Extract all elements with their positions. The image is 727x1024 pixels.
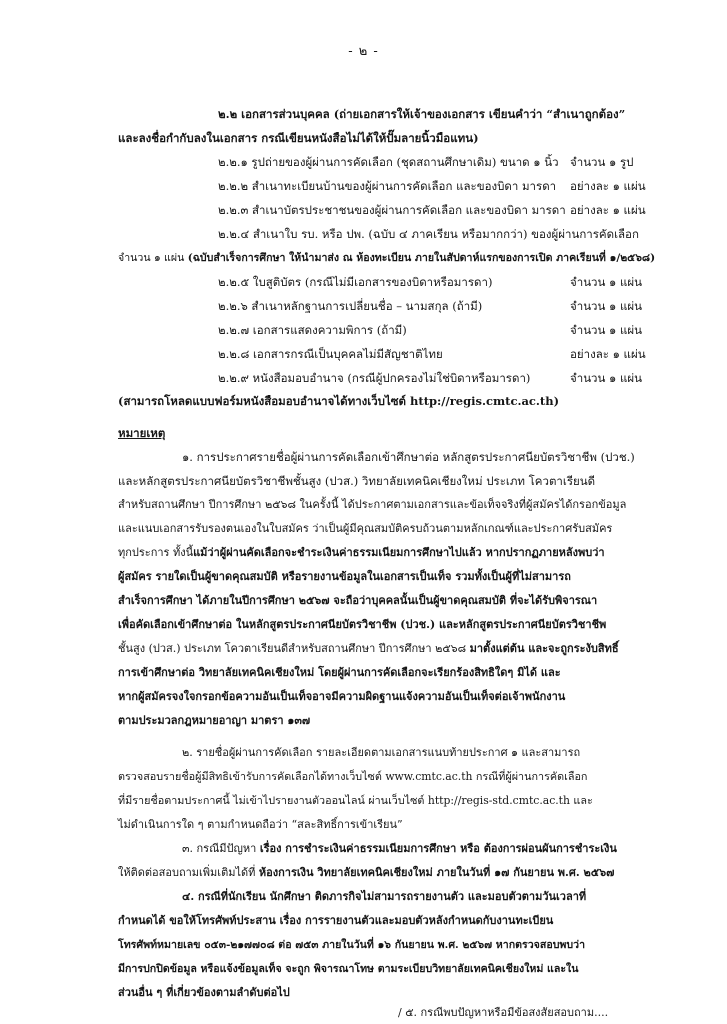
remark1-line5-bold: แม้ว่าผู้ผ่านคัดเลือกจะชำระเงินค่าธรรมเนียมการศึกษาไปแล้ว หากปรากฏภายหลังพบว่า (193, 546, 605, 559)
remark1-line9-text: ชั้นสูง (ปวส.) ประเภท โควตาเรียนดีสำหรับสถานศึกษา ปีการศึกษา ๒๕๖๘ (118, 642, 470, 655)
remarks-title: หมายเหตุ (118, 426, 166, 440)
doc-item-qty: อย่างละ ๑ แผ่น (570, 347, 646, 361)
doc-item-text: ๒.๒.๓ สำเนาบัตรประชาชนของผู้ผ่านการคัดเลือก และของบิดา มารดา (218, 203, 566, 217)
doc-item-text: ๒.๒.๕ ใบสูติบัตร (กรณีไม่มีเอกสารของบิดาหรือมารดา) (218, 275, 493, 289)
doc-item-4-qty: จำนวน ๑ แผ่น (118, 252, 188, 264)
remark3-line2-text: ให้ติดต่อสอบถามเพิ่มเติมได้ที่ (118, 866, 259, 879)
doc-item-text: ๒.๒.๙ หนังสือมอบอำนาจ (กรณีผู้ปกครองไม่ใช่บิดาหรือมารดา) (218, 371, 531, 385)
remark1-line8: เพื่อคัดเลือกเข้าศึกษาต่อ ในหลักสูตรประกาศนียบัตรวิชาชีพ (ปวช.) และหลักสูตรประกาศนียบัตรวิชาชีพ (118, 618, 607, 631)
remark1-line9-bold: มาตั้งแต่ต้น และจะถูกระงับสิทธิ์ (469, 642, 619, 655)
download-note: (สามารถโหลดแบบฟอร์มหนังสือมอบอำนาจได้ทางเว็บไซต์ http://regis.cmtc.ac.th) (118, 394, 560, 408)
doc-item-text: ๒.๒.๘ เอกสารกรณีเป็นบุคคลไม่มีสัญชาติไทย (218, 347, 443, 361)
remark4-line2: กำหนดได้ ขอให้โทรศัพท์ประสาน เรื่อง การรายงานตัวและมอบตัวหลังกำหนดกับงานทะเบียน (118, 914, 554, 927)
remark1-line2: และหลักสูตรประกาศนียบัตรวิชาชีพชั้นสูง (ปวส.) วิทยาลัยเทคนิคเชียงใหม่ ประเภท โควตาเรียนดี (118, 474, 596, 488)
remark1-line5-text: ทุกประการ ทั้งนี้ (118, 546, 194, 559)
doc-item-qty: อย่างละ ๑ แผ่น (570, 203, 646, 217)
doc-item-4-note: (ฉบับสำเร็จการศึกษา ให้นำมาส่ง ณ ห้องทะเบียน ภายในสัปดาห์แรกของการเปิด ภาคเรียนที่ ๑/๒๕๖๘) (187, 252, 656, 264)
doc-item-4-line1: ๒.๒.๔ สำเนาใบ รบ. หรือ ปพ. (ฉบับ ๔ ภาคเรียน หรือมากกว่า) ของผู้ผ่านการคัดเลือก (218, 227, 639, 241)
doc-item-text: ๒.๒.๖ สำเนาหลักฐานการเปลี่ยนชื่อ – นามสกุล (ถ้ามี) (218, 299, 483, 313)
remark2-line2: ตรวจสอบรายชื่อผู้มีสิทธิเข้ารับการคัดเลือกได้ทางเว็บไซต์ www.cmtc.ac.th กรณีที่ผู้ผ่านการคัดเลือก (118, 770, 588, 783)
remark2-line4: ไม่ดำเนินการใด ๆ ตามกำหนดถือว่า “สละสิทธิ์การเข้าเรียน” (118, 818, 403, 831)
remark1-line5 (118, 545, 605, 561)
doc-item-qty: จำนวน ๑ แผ่น (570, 275, 642, 289)
doc-item-qty: อย่างละ ๑ แผ่น (570, 179, 646, 193)
remark2-line3: ที่มีรายชื่อตามประกาศนี้ ไม่เข้าไปรายงานตัวออนไลน์ ผ่านเว็บไซต์ http://regis-std.cmtc.ac.th และ (118, 794, 593, 807)
remark4-line4: มีการปกปิดข้อมูล หรือแจ้งข้อมูลเท็จ จะถูก พิจารณาโทษ ตามระเบียบวิทยาลัยเทคนิคเชียงใหม่ และใน (118, 963, 579, 975)
page-number: - ๒ - (348, 44, 379, 59)
remark1-line6: ผู้สมัคร รายใดเป็นผู้ขาดคุณสมบัติ หรือรายงานข้อมูลในเอกสารเป็นเท็จ รวมทั้งเป็นผู้ที่ไม่สามารถ (118, 570, 571, 583)
remark4-line1: ๔. กรณีที่นักเรียน นักศึกษา ติดภารกิจไม่สามารถรายงานตัว และมอบตัวตามวันเวลาที่ (182, 890, 587, 903)
remark1-line12: ตามประมวลกฎหมายอาญา มาตรา ๑๓๗ (118, 714, 311, 727)
doc-item-text: ๒.๒.๗ เอกสารแสดงความพิการ (ถ้ามี) (218, 323, 407, 337)
remark1-line11: หากผู้สมัครจงใจกรอกข้อความอันเป็นเท็จอาจมีความผิดฐานแจ้งความอันเป็นเท็จต่อเจ้าพนักงาน (118, 690, 566, 703)
doc-item-qty: จำนวน ๑ แผ่น (570, 323, 642, 337)
remark3-line2-bold: ห้องการเงิน วิทยาลัยเทคนิคเชียงใหม่ ภายในวันที่ ๑๗ กันยายน พ.ศ. ๒๕๖๗ (258, 866, 615, 879)
doc-item-text: ๒.๒.๒ สำเนาทะเบียนบ้านของผู้ผ่านการคัดเลือก และของบิดา มารดา (218, 179, 557, 193)
remark2-line1: ๒. รายชื่อผู้ผ่านการคัดเลือก รายละเอียดตามเอกสารแนบท้ายประกาศ ๑ และสามารถ (182, 746, 581, 759)
doc-item-4-line2 (118, 250, 655, 266)
remark1-line1: ๑. การประกาศรายชื่อผู้ผ่านการคัดเลือกเข้าศึกษาต่อ หลักสูตรประกาศนียบัตรวิชาชีพ (ปวช.) (182, 450, 635, 464)
remark1-line7: สำเร็จการศึกษา ได้ภายในปีการศึกษา ๒๕๖๗ จะถือว่าบุคคลนั้นเป็นผู้ขาดคุณสมบัติ ที่จะได้รับพิจารณา (118, 594, 598, 607)
remark1-line4: และแนบเอกสารรับรองตนเองในใบสมัคร ว่าเป็นผู้มีคุณสมบัติครบถ้วนตามหลักเกณฑ์และประกาศรับสมัคร (118, 522, 613, 535)
remark3-line2 (118, 865, 614, 881)
remark1-line3: สำหรับสถานศึกษา ปีการศึกษา ๒๕๖๘ ในครั้งนี้ ได้ประกาศตามเอกสารและข้อเท็จจริงที่ผู้สมัครได้กรอกข้อมูล (118, 498, 627, 511)
doc-item-text: ๒.๒.๑ รูปถ่ายของผู้ผ่านการคัดเลือก (ชุดสถานศึกษาเดิม) ขนาด ๑ นิ้ว (218, 155, 559, 169)
remark3-line1-text: ๓. กรณีมีปัญหา (182, 842, 260, 855)
remark1-line10: การเข้าศึกษาต่อ วิทยาลัยเทคนิคเชียงใหม่ โดยผู้ผ่านการคัดเลือกจะเรียกร้องสิทธิใดๆ มิได้ และ (118, 666, 561, 679)
section-heading-line1: ๒.๒ เอกสารส่วนบุคคล (ถ่ายเอกสารให้เจ้าของเอกสาร เขียนคำว่า “สำเนาถูกต้อง” (218, 107, 626, 121)
doc-item-qty: จำนวน ๑ แผ่น (570, 299, 642, 313)
remark1-line9 (118, 641, 619, 657)
section-heading-line2: และลงชื่อกำกับลงในเอกสาร กรณีเขียนหนังสือไม่ได้ให้ปั๊มลายนิ้วมือแทน) (118, 131, 479, 145)
remark4-line5: ส่วนอื่น ๆ ที่เกี่ยวข้องตามลำดับต่อไป (118, 986, 290, 999)
remark4-line3: โทรศัพท์หมายเลข ๐๕๓-๒๑๗๗๐๘ ต่อ ๗๕๓ ภายในวันที่ ๑๖ กันยายน พ.ศ. ๒๕๖๗ หากตรวจสอบพบว่า (118, 939, 586, 951)
remark3-line1-bold: เรื่อง การชำระเงินค่าธรรมเนียมการศึกษา หรือ ต้องการผ่อนผันการชำระเงิน (259, 842, 617, 855)
continued-marker: / ๕. กรณีพบปัญหาหรือมีข้อสงสัยสอบถาม.... (398, 1006, 609, 1019)
doc-item-qty: จำนวน ๑ แผ่น (570, 371, 642, 385)
doc-item-qty: จำนวน ๑ รูป (570, 155, 634, 169)
remark3-line1 (182, 841, 617, 857)
